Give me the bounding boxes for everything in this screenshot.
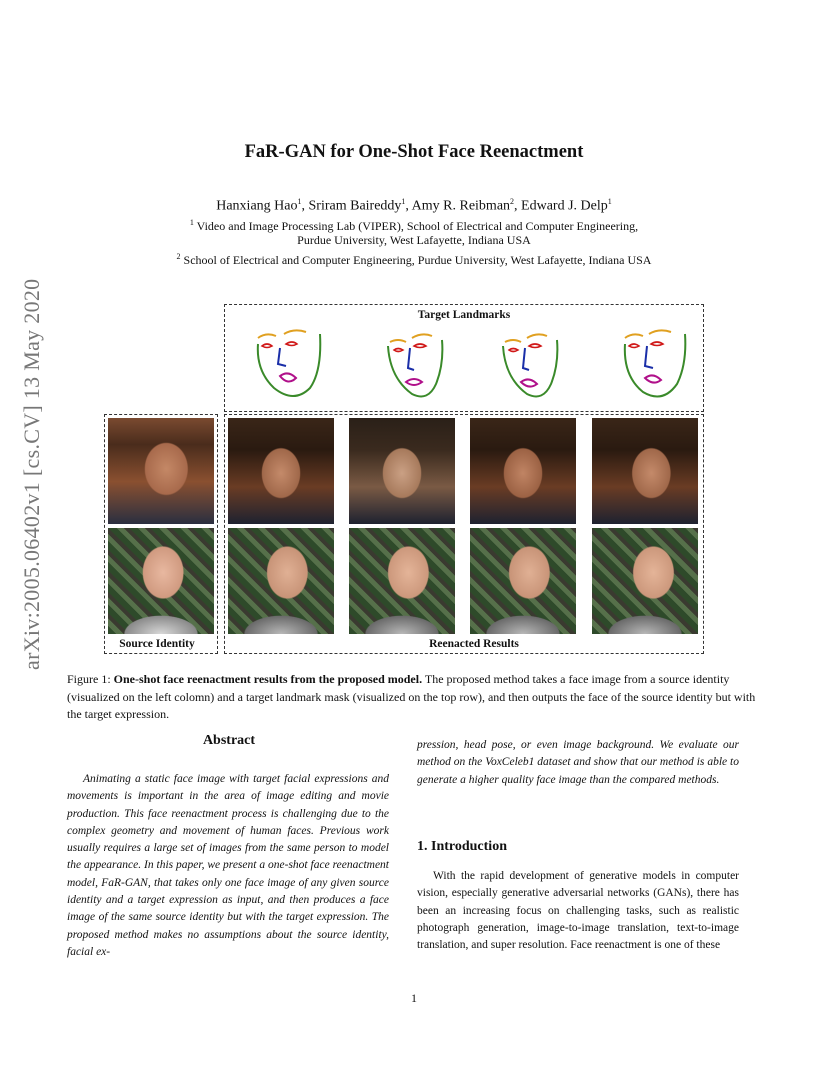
source-identity-label: Source Identity bbox=[119, 638, 195, 650]
landmark-sketch bbox=[258, 330, 320, 396]
author-sup: 1 bbox=[297, 197, 302, 206]
target-landmarks-label: Target Landmarks bbox=[417, 309, 511, 321]
source-photo-2 bbox=[108, 528, 214, 634]
caption-bold: One-shot face reenactment results from the proposed model. bbox=[113, 672, 423, 686]
author-sup: 1 bbox=[401, 197, 406, 206]
source-photo-1 bbox=[108, 418, 214, 524]
landmark-sketches bbox=[224, 320, 704, 410]
abstract-heading: Abstract bbox=[202, 733, 256, 748]
caption-prefix: Figure 1: bbox=[67, 672, 114, 686]
author-sup: 2 bbox=[510, 197, 515, 206]
author-name: Edward J. Delp bbox=[521, 198, 608, 214]
result-photo bbox=[470, 528, 576, 634]
affiliation-1-line2: Purdue University, West Lafayette, Indiana USA bbox=[297, 233, 531, 247]
page-number: 1 bbox=[411, 991, 417, 1005]
affiliation-text: School of Electrical and Computer Engineering, Purdue University, West Lafayette, Indiana USA bbox=[183, 253, 652, 267]
reenacted-results-label: Reenacted Results bbox=[429, 638, 519, 650]
affiliation-1 bbox=[0, 218, 828, 234]
result-photo bbox=[470, 418, 576, 524]
abstract-text-right: pression, head pose, or even image background. We evaluate our method on the VoxCeleb1 dataset and show that our method is able to generate a higher quality face image than the compared methods. bbox=[417, 739, 739, 786]
landmark-sketch bbox=[503, 334, 557, 396]
result-photo bbox=[592, 528, 698, 634]
result-photo bbox=[349, 418, 455, 524]
introduction-heading: 1. Introduction bbox=[417, 839, 507, 854]
author-list: Hanxiang Hao$^1$, Sriram Baireddy$^1$, Amy R. Reibman$^2$, Edward J. Delp$^1$ bbox=[216, 197, 612, 214]
result-photo bbox=[349, 528, 455, 634]
affiliation-text: Video and Image Processing Lab (VIPER), School of Electrical and Computer Engineering, bbox=[196, 219, 639, 233]
paper-title: FaR-GAN for One-Shot Face Reenactment bbox=[244, 142, 584, 162]
introduction-text: With the rapid development of generative models in computer vision, especially generative adversarial networks (GANs), there has been an increasing focus on challenging tasks, such as realistic photograph generation, image-to-image translation, text-to-image translation, and super resolution. Face reenactment is one of these bbox=[417, 870, 739, 952]
caption-text: The proposed method takes a face image from a source identity (visualized on the left colomn) and a target landmark mask (visualized on the top row), and then outputs the face of the source identity but with the target expression. bbox=[67, 672, 756, 721]
figure-caption bbox=[67, 671, 761, 724]
result-photo bbox=[592, 418, 698, 524]
affiliation-sup: 2 bbox=[176, 252, 181, 261]
arxiv-stamp: arXiv:2005.06402v1 [cs.CV] 13 May 2020 bbox=[19, 278, 44, 670]
affiliation-sup: 1 bbox=[189, 218, 194, 227]
author-sup: 1 bbox=[607, 197, 612, 206]
result-photo bbox=[228, 418, 334, 524]
landmark-sketch bbox=[388, 334, 442, 396]
abstract-text-left: Animating a static face image with target facial expressions and movements is important in the area of image editing and movie production. This face reenactment process is challenging due to the complex geometry and movement of human faces. Previous work usually requires a large set of images from the same person to model the appearance. In this paper, we present a one-shot face reenactment model, FaR-GAN, that takes only one face image of any given source identity and a target expression as input, and then produces a face image of the same source identity but with the target expression. The proposed method makes no assumptions about the source identity, facial ex- bbox=[67, 773, 389, 958]
author-name: Hanxiang Hao bbox=[216, 198, 298, 214]
author-name: Sriram Baireddy bbox=[308, 198, 402, 214]
author-name: Amy R. Reibman bbox=[411, 198, 511, 214]
result-photo bbox=[228, 528, 334, 634]
affiliation-2 bbox=[0, 252, 828, 268]
landmark-sketch bbox=[625, 330, 686, 396]
